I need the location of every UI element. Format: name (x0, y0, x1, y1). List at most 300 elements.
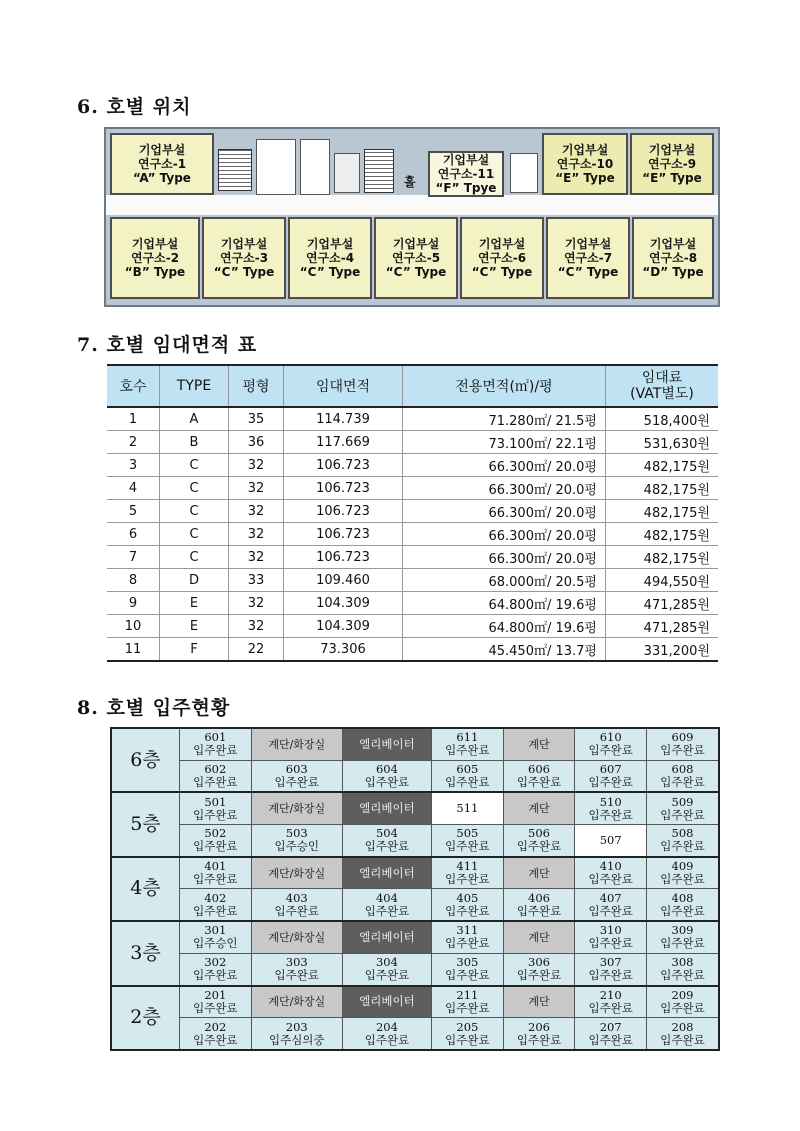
unit-cell (647, 1018, 719, 1050)
table-cell: 104.309 (284, 615, 403, 638)
corridor (106, 195, 718, 215)
unit-status: 입주완료 (660, 968, 705, 983)
room-line: “C” Type (557, 265, 619, 279)
unit-number: 603 (285, 762, 308, 777)
room-line: 연구소-5 (391, 251, 441, 265)
unit-number: 507 (599, 832, 622, 847)
unit-number: 504 (375, 826, 398, 841)
table-cell: 482,175원 (606, 454, 719, 477)
unit-cell (180, 1018, 252, 1050)
floor-label: 4층 (111, 857, 180, 921)
column-header: (VAT별도) (630, 386, 694, 402)
elevator-cell: 엘리베이터 (342, 792, 431, 824)
floor-row (111, 760, 719, 792)
stairs-icon (218, 149, 252, 191)
table-cell: 482,175원 (606, 546, 719, 569)
unit-number: 409 (671, 859, 694, 874)
unit-status: 입주완료 (660, 743, 705, 758)
table-cell: 531,630원 (606, 431, 719, 454)
room-line: “C” Type (213, 265, 275, 279)
stairs-cell: 계단 (503, 921, 575, 953)
unit-number: 501 (204, 794, 227, 809)
stairs-restroom-cell: 계단/화장실 (251, 921, 342, 953)
unit-cell (647, 921, 719, 953)
room-line: 기업부설 (564, 237, 612, 251)
unit-number: 203 (285, 1019, 308, 1034)
unit-cell (432, 825, 504, 857)
unit-cell (575, 857, 647, 889)
floor-label: 6층 (111, 728, 180, 792)
stairs-restroom-cell: 계단/화장실 (251, 728, 342, 760)
unit-number: 408 (671, 890, 694, 905)
unit-number: 207 (599, 1019, 622, 1034)
unit-number: 311 (456, 923, 479, 938)
unit-cell (251, 889, 342, 921)
room-line: 기업부설 (648, 143, 696, 157)
table-cell: D (160, 569, 229, 592)
room-line: “E” Type (555, 171, 615, 185)
unit-number: 602 (204, 762, 227, 777)
table-cell: 73.306 (284, 638, 403, 662)
unit-cell (575, 986, 647, 1018)
unit-number: 211 (456, 987, 479, 1002)
floor-row (111, 921, 719, 953)
table-cell: C (160, 477, 229, 500)
unit-cell (432, 889, 504, 921)
section-heading-occupancy: 8. 호별 입주현황 (77, 697, 231, 719)
room-line: 연구소-10 (556, 157, 614, 171)
unit-number: 309 (671, 923, 694, 938)
unit-number: 510 (599, 794, 622, 809)
room-line: 연구소-1 (137, 157, 187, 171)
unit-status: 입주완료 (193, 1032, 238, 1047)
elevator-cell: 엘리베이터 (342, 857, 431, 889)
unit-number: 607 (599, 762, 622, 777)
stairs-restroom-cell: 계단/화장실 (251, 857, 342, 889)
room-line: 기업부설 (131, 237, 179, 251)
room-line: 연구소-2 (130, 251, 180, 265)
column-header: 평형 (229, 365, 284, 407)
floor-row (111, 1018, 719, 1050)
unit-number: 410 (599, 859, 622, 874)
unit-status: 입주완료 (660, 936, 705, 951)
unit-cell (180, 792, 252, 824)
room-line: “A” Type (133, 171, 191, 185)
table-cell: 117.669 (284, 431, 403, 454)
table-cell: 114.739 (284, 407, 403, 431)
table-row (107, 569, 718, 592)
table-cell: 11 (107, 638, 160, 662)
unit-number: 509 (671, 794, 694, 809)
unit-status: 입주완료 (588, 936, 633, 951)
unit-status: 입주완료 (660, 1032, 705, 1047)
unit-status: 입주완료 (445, 1032, 490, 1047)
unit-status: 입주완료 (274, 903, 319, 918)
unit-status: 입주완료 (364, 1032, 410, 1047)
floor-row (111, 857, 719, 889)
unit-number: 503 (285, 826, 308, 841)
unit-status: 입주완료 (193, 807, 238, 822)
unit-cell (432, 857, 504, 889)
unit-status: 입주완료 (193, 968, 238, 983)
room-line: 연구소-6 (477, 251, 527, 265)
unit-number: 308 (671, 955, 694, 970)
table-cell: 71.280㎡/ 21.5평 (403, 407, 606, 431)
unit-status: 입주완료 (588, 775, 633, 790)
room-5 (374, 217, 458, 299)
unit-number: 210 (599, 987, 622, 1002)
unit-status: 입주완료 (364, 968, 410, 983)
unit-status: 입주완료 (364, 775, 410, 790)
table-cell: 9 (107, 592, 160, 615)
floor-label: 5층 (111, 792, 180, 856)
table-cell: 482,175원 (606, 523, 719, 546)
unit-status: 입주완료 (445, 743, 490, 758)
unit-status: 입주완료 (445, 936, 490, 951)
table-cell: 106.723 (284, 500, 403, 523)
table-cell: F (160, 638, 229, 662)
unit-number: 302 (204, 955, 227, 970)
unit-status: 입주완료 (193, 743, 238, 758)
unit-number: 205 (456, 1019, 479, 1034)
unit-status: 입주완료 (660, 775, 705, 790)
room-line: 기업부설 (392, 237, 440, 251)
unit-number: 307 (599, 955, 622, 970)
table-cell: 4 (107, 477, 160, 500)
rent-table (107, 364, 718, 662)
room-line: 기업부설 (478, 237, 526, 251)
unit-cell (180, 825, 252, 857)
unit-number: 305 (456, 955, 479, 970)
unit-cell (342, 825, 431, 857)
stairs-cell: 계단 (503, 857, 575, 889)
floor-row (111, 825, 719, 857)
unit-cell (647, 986, 719, 1018)
unit-cell (180, 760, 252, 792)
unit-status: 입주완료 (193, 872, 238, 887)
table-cell: 73.100㎡/ 22.1평 (403, 431, 606, 454)
room-3 (202, 217, 286, 299)
unit-status: 입주완료 (588, 807, 633, 822)
table-cell: 471,285원 (606, 592, 719, 615)
unit-cell (432, 760, 504, 792)
unit-cell (575, 825, 647, 857)
room-line: 연구소-4 (305, 251, 355, 265)
unit-number: 605 (456, 762, 479, 777)
unit-status: 입주완료 (193, 1000, 238, 1015)
unit-status: 입주완료 (193, 839, 238, 854)
room-8 (632, 217, 714, 299)
unit-status: 입주완료 (660, 1000, 705, 1015)
unit-cell (575, 792, 647, 824)
table-cell: 106.723 (284, 523, 403, 546)
unit-cell (251, 825, 342, 857)
unit-cell (503, 953, 575, 985)
elevator-cell: 엘리베이터 (342, 728, 431, 760)
unit-cell (647, 728, 719, 760)
table-cell: 482,175원 (606, 477, 719, 500)
restroom-area (300, 139, 330, 195)
unit-status: 입주완료 (364, 903, 410, 918)
unit-cell (575, 728, 647, 760)
table-cell: 106.723 (284, 454, 403, 477)
table-cell: 32 (229, 615, 284, 638)
unit-number: 606 (528, 762, 550, 777)
unit-cell (180, 921, 252, 953)
unit-status: 입주완료 (588, 743, 633, 758)
unit-cell (342, 953, 431, 985)
table-row (107, 546, 718, 569)
unit-cell (432, 728, 504, 760)
unit-cell (647, 857, 719, 889)
table-cell: 32 (229, 546, 284, 569)
table-cell: 66.300㎡/ 20.0평 (403, 546, 606, 569)
table-row (107, 615, 718, 638)
room-line: 연구소-3 (219, 251, 269, 265)
table-cell: 66.300㎡/ 20.0평 (403, 500, 606, 523)
table-cell: E (160, 615, 229, 638)
elevator-cell: 엘리베이터 (342, 921, 431, 953)
table-cell: E (160, 592, 229, 615)
table-row (107, 500, 718, 523)
stairs-cell: 계단 (503, 986, 575, 1018)
unit-status: 입주완료 (588, 968, 633, 983)
table-cell: 35 (229, 407, 284, 431)
unit-number: 310 (599, 923, 622, 938)
table-cell: 32 (229, 523, 284, 546)
unit-status: 입주완료 (660, 839, 705, 854)
unit-cell (432, 921, 504, 953)
restroom-area (256, 139, 296, 195)
unit-number: 202 (204, 1019, 227, 1034)
room-10 (542, 133, 628, 195)
section-heading-rent: 7. 호별 임대면적 표 (77, 334, 258, 356)
unit-number: 209 (671, 987, 694, 1002)
table-cell: 104.309 (284, 592, 403, 615)
unit-cell (342, 889, 431, 921)
unit-number: 401 (204, 859, 227, 874)
room-line: 기업부설 (138, 143, 186, 157)
floor-row (111, 986, 719, 1018)
unit-cell (251, 1018, 342, 1050)
unit-number: 206 (528, 1019, 550, 1034)
unit-status: 입주완료 (193, 775, 238, 790)
unit-cell (432, 986, 504, 1018)
unit-number: 306 (528, 955, 550, 970)
unit-cell (251, 760, 342, 792)
room-line: 연구소-8 (648, 251, 698, 265)
unit-number: 403 (285, 890, 308, 905)
table-cell: 109.460 (284, 569, 403, 592)
room-6 (460, 217, 544, 299)
unit-number: 407 (599, 890, 622, 905)
room-line: “C” Type (471, 265, 533, 279)
floor-label: 3층 (111, 921, 180, 985)
unit-cell (575, 760, 647, 792)
unit-cell (575, 921, 647, 953)
table-cell: 8 (107, 569, 160, 592)
unit-status: 입주완료 (516, 968, 562, 983)
unit-status: 입주승인 (274, 839, 319, 854)
room-11 (428, 151, 504, 197)
floor-plan (104, 127, 720, 307)
unit-number: 610 (599, 730, 622, 745)
table-cell: 22 (229, 638, 284, 662)
unit-number: 208 (671, 1019, 694, 1034)
table-cell: 471,285원 (606, 615, 719, 638)
unit-status: 입주완료 (445, 775, 490, 790)
table-cell: 7 (107, 546, 160, 569)
unit-status: 입주완료 (445, 1000, 490, 1015)
room-4 (288, 217, 372, 299)
table-cell: 36 (229, 431, 284, 454)
room-7 (546, 217, 630, 299)
unit-number: 406 (528, 890, 550, 905)
table-cell: 64.800㎡/ 19.6평 (403, 615, 606, 638)
table-row (107, 454, 718, 477)
unit-number: 404 (375, 890, 398, 905)
unit-cell (647, 792, 719, 824)
stairs-restroom-cell: 계단/화장실 (251, 986, 342, 1018)
unit-number: 608 (671, 762, 694, 777)
unit-status: 입주완료 (588, 903, 633, 918)
table-cell: 32 (229, 477, 284, 500)
section-heading-location: 6. 호별 위치 (77, 96, 192, 118)
unit-cell (503, 1018, 575, 1050)
unit-cell (647, 889, 719, 921)
floor-label: 2층 (111, 986, 180, 1051)
unit-number: 405 (456, 890, 479, 905)
unit-number: 609 (671, 730, 694, 745)
unit-cell (575, 889, 647, 921)
table-cell: 64.800㎡/ 19.6평 (403, 592, 606, 615)
room-line: 연구소-7 (563, 251, 613, 265)
stairs-restroom-cell: 계단/화장실 (251, 792, 342, 824)
table-cell: 5 (107, 500, 160, 523)
unit-status: 입주완료 (274, 968, 319, 983)
unit-status: 입주완료 (274, 775, 319, 790)
unit-status: 입주완료 (516, 1032, 562, 1047)
floor-row (111, 792, 719, 824)
unit-number: 303 (285, 955, 308, 970)
unit-status: 입주완료 (445, 903, 490, 918)
unit-number: 508 (671, 826, 694, 841)
unit-cell (503, 760, 575, 792)
unit-cell (647, 953, 719, 985)
unit-cell (251, 953, 342, 985)
stairs-cell: 계단 (503, 728, 575, 760)
table-row (107, 477, 718, 500)
table-cell: 45.450㎡/ 13.7평 (403, 638, 606, 662)
table-cell: 32 (229, 500, 284, 523)
stairs-cell: 계단 (503, 792, 575, 824)
unit-status: 입주완료 (660, 872, 705, 887)
unit-status: 입주완료 (516, 775, 562, 790)
occupancy-table (110, 727, 720, 1051)
unit-cell (342, 760, 431, 792)
unit-number: 601 (204, 730, 227, 745)
unit-status: 입주완료 (588, 1032, 633, 1047)
table-cell: 32 (229, 592, 284, 615)
room-line: 기업부설 (220, 237, 268, 251)
unit-number: 502 (204, 826, 227, 841)
room-line: “C” Type (385, 265, 447, 279)
unit-status: 입주완료 (445, 839, 490, 854)
unit-cell (575, 1018, 647, 1050)
room-line: 연구소-11 (437, 167, 495, 181)
unit-status: 입주완료 (660, 903, 705, 918)
table-cell: 68.000㎡/ 20.5평 (403, 569, 606, 592)
unit-cell (432, 792, 504, 824)
floor-row (111, 953, 719, 985)
column-header: TYPE (160, 365, 229, 407)
unit-number: 304 (375, 955, 398, 970)
elevator-icon (334, 153, 360, 193)
unit-cell (647, 825, 719, 857)
unit-cell (180, 953, 252, 985)
table-cell: 66.300㎡/ 20.0평 (403, 523, 606, 546)
stairs-icon (364, 149, 394, 193)
room-9 (630, 133, 714, 195)
table-cell: C (160, 523, 229, 546)
unit-number: 204 (375, 1019, 398, 1034)
table-cell: C (160, 500, 229, 523)
unit-status: 입주완료 (364, 839, 410, 854)
column-header: 호수 (107, 365, 160, 407)
room-line: 기업부설 (649, 237, 697, 251)
table-cell: 106.723 (284, 546, 403, 569)
unit-status: 입주완료 (660, 807, 705, 822)
unit-status: 입주완료 (193, 903, 238, 918)
hall-label: 홀 (404, 175, 416, 189)
table-row (107, 638, 718, 662)
table-cell: B (160, 431, 229, 454)
unit-cell (647, 760, 719, 792)
table-cell: 518,400원 (606, 407, 719, 431)
unit-status: 입주완료 (516, 903, 562, 918)
unit-status: 입주완료 (445, 872, 490, 887)
room-2 (110, 217, 200, 299)
table-row (107, 431, 718, 454)
table-row (107, 407, 718, 431)
unit-number: 402 (204, 890, 227, 905)
floor-row (111, 728, 719, 760)
unit-cell (575, 953, 647, 985)
unit-cell (342, 1018, 431, 1050)
table-cell: 66.300㎡/ 20.0평 (403, 454, 606, 477)
utility-room (510, 153, 538, 193)
room-line: “F” Tpye (435, 181, 497, 195)
unit-number: 611 (456, 730, 479, 745)
unit-cell (180, 728, 252, 760)
floor-row (111, 889, 719, 921)
elevator-cell: 엘리베이터 (342, 986, 431, 1018)
table-cell: C (160, 454, 229, 477)
room-line: “C” Type (299, 265, 361, 279)
unit-cell (503, 825, 575, 857)
unit-cell (180, 986, 252, 1018)
unit-cell (432, 953, 504, 985)
table-cell: C (160, 546, 229, 569)
unit-status: 입주완료 (588, 1000, 633, 1015)
unit-cell (432, 1018, 504, 1050)
unit-status: 입주완료 (445, 968, 490, 983)
unit-cell (180, 889, 252, 921)
unit-number: 411 (456, 859, 479, 874)
unit-number: 511 (456, 801, 479, 816)
table-cell: 10 (107, 615, 160, 638)
unit-cell (503, 889, 575, 921)
